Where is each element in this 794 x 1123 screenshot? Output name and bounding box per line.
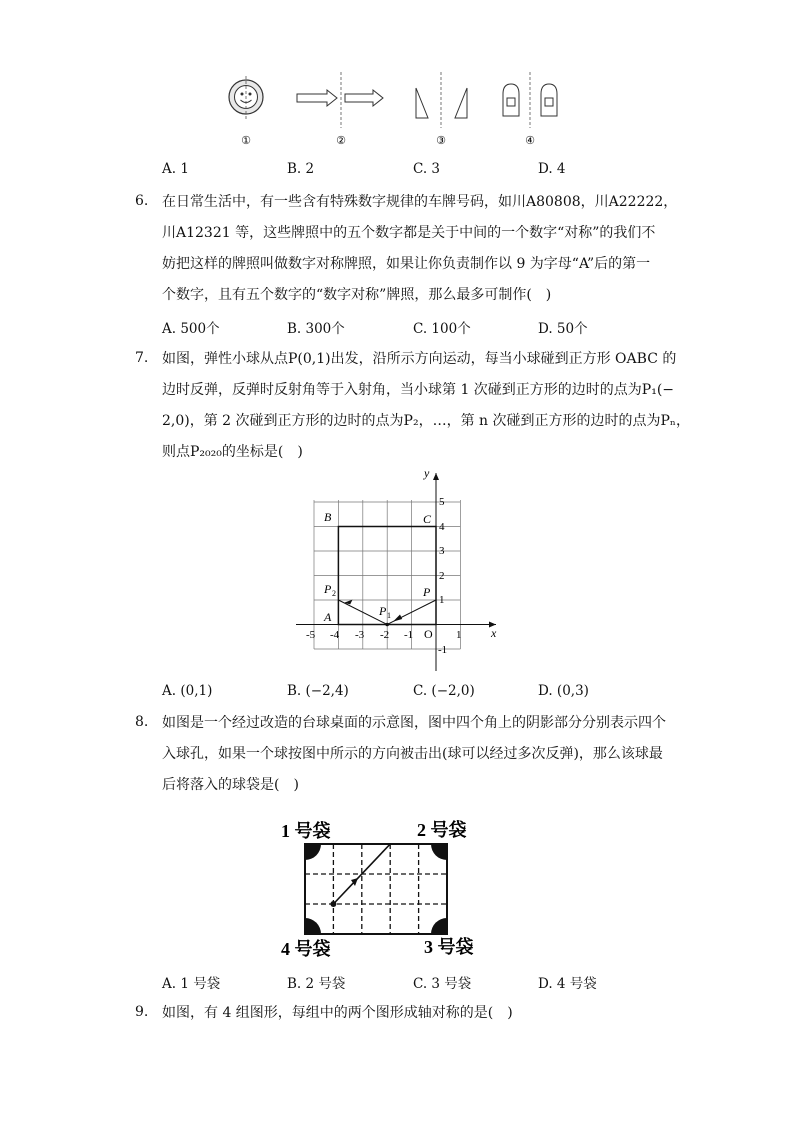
q6-option-a[interactable]: A. 500个 — [162, 321, 220, 337]
pocket-label-2: 2 号袋 — [417, 820, 467, 840]
q7-line-4: 则点P₂₀₂₀的坐标是( ) — [162, 444, 303, 460]
x-tick-labels — [306, 629, 462, 641]
svg-text:-4: -4 — [330, 629, 340, 641]
q5-option-d[interactable]: D. 4 — [538, 161, 566, 177]
smiley-figure — [229, 76, 263, 119]
triangles-figure — [416, 72, 467, 128]
q8-number: 8. — [135, 714, 149, 730]
svg-text:3: 3 — [439, 545, 445, 557]
x-axis-label: x — [491, 626, 497, 640]
svg-text:1: 1 — [456, 629, 462, 641]
q6-option-d[interactable]: D. 50个 — [538, 321, 588, 337]
label-b: B — [324, 510, 332, 524]
svg-text:-2: -2 — [380, 629, 390, 641]
fig-label-4: ④ — [525, 135, 535, 147]
label-c: C — [423, 512, 432, 526]
fig-label-1: ① — [241, 135, 251, 147]
q6-option-c[interactable]: C. 100个 — [413, 321, 471, 337]
arrows-figure — [297, 72, 383, 128]
q8-line-1: 如图是一个经过改造的台球桌面的示意图，图中四个角上的阴影部分分别表示四个 — [162, 715, 666, 731]
svg-text:4: 4 — [439, 521, 445, 533]
q9-number: 9. — [135, 1004, 149, 1020]
q7-line-3: 2,0)，第 2 次碰到正方形的边时的点为P₂，…，第 n 次碰到正方形的边时的点为Pₙ， — [162, 413, 690, 429]
q7-option-b[interactable]: B. (−2,4) — [287, 683, 349, 699]
q8-billiard-table — [275, 812, 490, 964]
svg-text:-3: -3 — [355, 629, 365, 641]
q5-figure — [215, 72, 575, 152]
q7-number: 7. — [135, 350, 149, 366]
svg-text:-1: -1 — [438, 644, 448, 656]
label-p2: P — [324, 582, 332, 596]
svg-text:1: 1 — [439, 594, 445, 606]
q7-line-1: 如图，弹性小球从点P(0,1)出发，沿所示方向运动，每当小球碰到正方形 OABC 的 — [162, 351, 677, 367]
q5-option-c[interactable]: C. 3 — [413, 161, 441, 177]
q8-line-2: 入球孔，如果一个球按图中所示的方向被击出(球可以经过多次反弹)，那么该球最 — [162, 746, 663, 762]
tags-figure — [503, 72, 557, 128]
q6-line-1: 在日常生活中，有一些含有特殊数字规律的车牌号码，如川A80808，川A22222， — [162, 194, 678, 210]
pocket-label-1: 1 号袋 — [281, 821, 331, 841]
pocket-label-4: 4 号袋 — [281, 939, 331, 959]
q6-line-3: 妨把这样的牌照叫做数字对称牌照，如果让你负责制作以 9 为字母“A”后的第一 — [162, 256, 651, 272]
q8-option-b[interactable]: B. 2 号袋 — [287, 976, 346, 992]
q7-line-2: 边时反弹，反弹时反射角等于入射角，当小球第 1 次碰到正方形的边时的点为P₁(− — [162, 382, 675, 398]
y-axis-label: y — [424, 466, 430, 480]
y-tick-labels — [438, 496, 447, 656]
q6-line-2: 川A12321 等，这些牌照中的五个数字都是关于中间的一个数字“对称”的我们不 — [162, 225, 656, 241]
label-p1: P — [379, 604, 387, 618]
q6-option-b[interactable]: B. 300个 — [287, 321, 345, 337]
label-p: P — [423, 585, 431, 599]
ball — [330, 901, 336, 907]
svg-text:-1: -1 — [404, 629, 414, 641]
q5-option-a[interactable]: A. 1 — [162, 161, 189, 177]
fig-label-3: ③ — [436, 135, 446, 147]
q7-option-d[interactable]: D. (0,3) — [538, 683, 589, 699]
label-p2-sub: 2 — [332, 589, 336, 598]
svg-text:5: 5 — [439, 496, 445, 508]
q7-coordinate-graph — [290, 465, 510, 675]
q6-line-4: 个数字，且有五个数字的“数字对称”牌照，那么最多可制作( ) — [162, 287, 552, 303]
label-p1-sub: 1 — [387, 611, 391, 620]
q7-option-c[interactable]: C. (−2,0) — [413, 683, 475, 699]
q8-line-3: 后将落入的球袋是( ) — [162, 777, 299, 793]
label-a: A — [324, 610, 332, 624]
q8-option-c[interactable]: C. 3 号袋 — [413, 976, 472, 992]
q5-option-b[interactable]: B. 2 — [287, 161, 315, 177]
table-border — [305, 844, 447, 934]
svg-text:2: 2 — [439, 570, 445, 582]
origin-label: O — [424, 627, 433, 641]
q7-option-a[interactable]: A. (0,1) — [162, 683, 213, 699]
q6-number: 6. — [135, 193, 149, 209]
q8-option-a[interactable]: A. 1 号袋 — [162, 976, 221, 992]
q8-option-d[interactable]: D. 4 号袋 — [538, 976, 597, 992]
q9-line: 如图，有 4 组图形，每组中的两个图形成轴对称的是( ) — [162, 1005, 513, 1021]
svg-text:-5: -5 — [306, 629, 316, 641]
pocket-label-3: 3 号袋 — [424, 937, 474, 957]
fig-label-2: ② — [336, 135, 346, 147]
